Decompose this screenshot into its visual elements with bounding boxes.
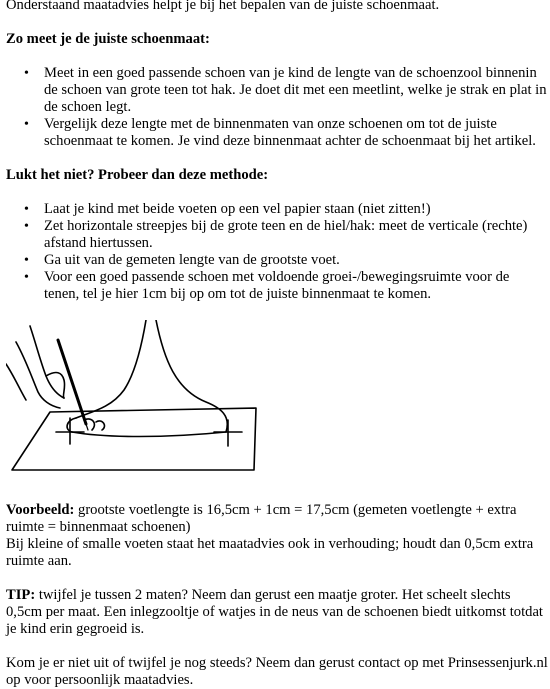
alternative-list — [6, 201, 548, 303]
foot-measuring-illustration — [6, 320, 266, 480]
bullet-icon: • — [24, 66, 29, 81]
example-text: grootste voetlengte is 16,5cm + 1cm = 17,5cm (gemeten voetlengte + extra ruimte = binnenmaat schoenen) — [6, 502, 517, 535]
tip-paragraph — [6, 587, 548, 638]
list-item: • Zet horizontale streepjes bij de grote teen en de hiel/hak: meet de verticale (rechte) afstand hiertussen. — [24, 218, 528, 251]
bullet-icon: • — [24, 117, 29, 132]
example-note: Bij kleine of smalle voeten staat het maatadvies ook in verhouding; houdt dan 0,5cm extra ruimte aan. — [6, 536, 534, 569]
list-item: • Meet in een goed passende schoen van je kind de lengte van de schoenzool binnenin de schoen van grote teen tot hak. Je doet dit met een meetlint, welke je strak en plat in de schoen legt. — [24, 65, 547, 115]
list-item: • Vergelijk deze lengte met de binnenmaten van onze schoenen om tot de juiste schoenmaat te komen. Je vind deze binnenmaat achter de schoenmaat bij het artikel. — [24, 116, 536, 149]
foot-on-paper-drawing — [6, 320, 266, 480]
bullet-icon: • — [24, 253, 29, 268]
example-paragraph — [6, 502, 548, 536]
bullet-icon: • — [24, 219, 29, 234]
paper-sheet — [12, 408, 256, 470]
alternative-heading: Lukt het niet? Probeer dan deze methode: — [6, 167, 269, 183]
foot-sole-line — [72, 432, 226, 437]
hand-line — [30, 326, 64, 398]
measure-heading: Zo meet je de juiste schoenmaat: — [6, 31, 210, 47]
contact-paragraph: Kom je er niet uit of twijfel je nog steeds? Neem dan gerust contact op met Prinsessenjurk.nl op voor persoonlijk maatadvies. — [6, 655, 548, 688]
leg-back-line — [156, 320, 227, 432]
measure-list — [6, 65, 548, 150]
document — [6, 0, 548, 689]
big-toe-line — [67, 418, 76, 432]
tip-text: twijfel je tussen 2 maten? Neem dan gerust een maatje groter. Het scheelt slechts 0,5cm per maat. Een inlegzooltje of watjes in de neus van de schoenen biedt uitkomst totdat je kind erin gegroeid is. — [6, 587, 543, 637]
leg-front-line — [76, 320, 146, 418]
list-item: • Laat je kind met beide voeten op een vel papier staan (niet zitten!) — [24, 201, 431, 217]
list-item: • Ga uit van de gemeten lengte van de grootste voet. — [24, 252, 340, 268]
intro-text: Onderstaand maatadvies helpt je bij het bepalen van de juiste schoenmaat. — [6, 0, 440, 13]
tip-label: TIP: — [6, 587, 36, 603]
bullet-icon: • — [24, 270, 29, 285]
list-item: • Voor een goed passende schoen met voldoende groei-/bewegingsruimte voor de tenen, tel je hier 1cm bij op om tot de juiste binnenmaat te komen. — [24, 269, 510, 302]
example-label: Voorbeeld: — [6, 502, 75, 518]
bullet-icon: • — [24, 202, 29, 217]
